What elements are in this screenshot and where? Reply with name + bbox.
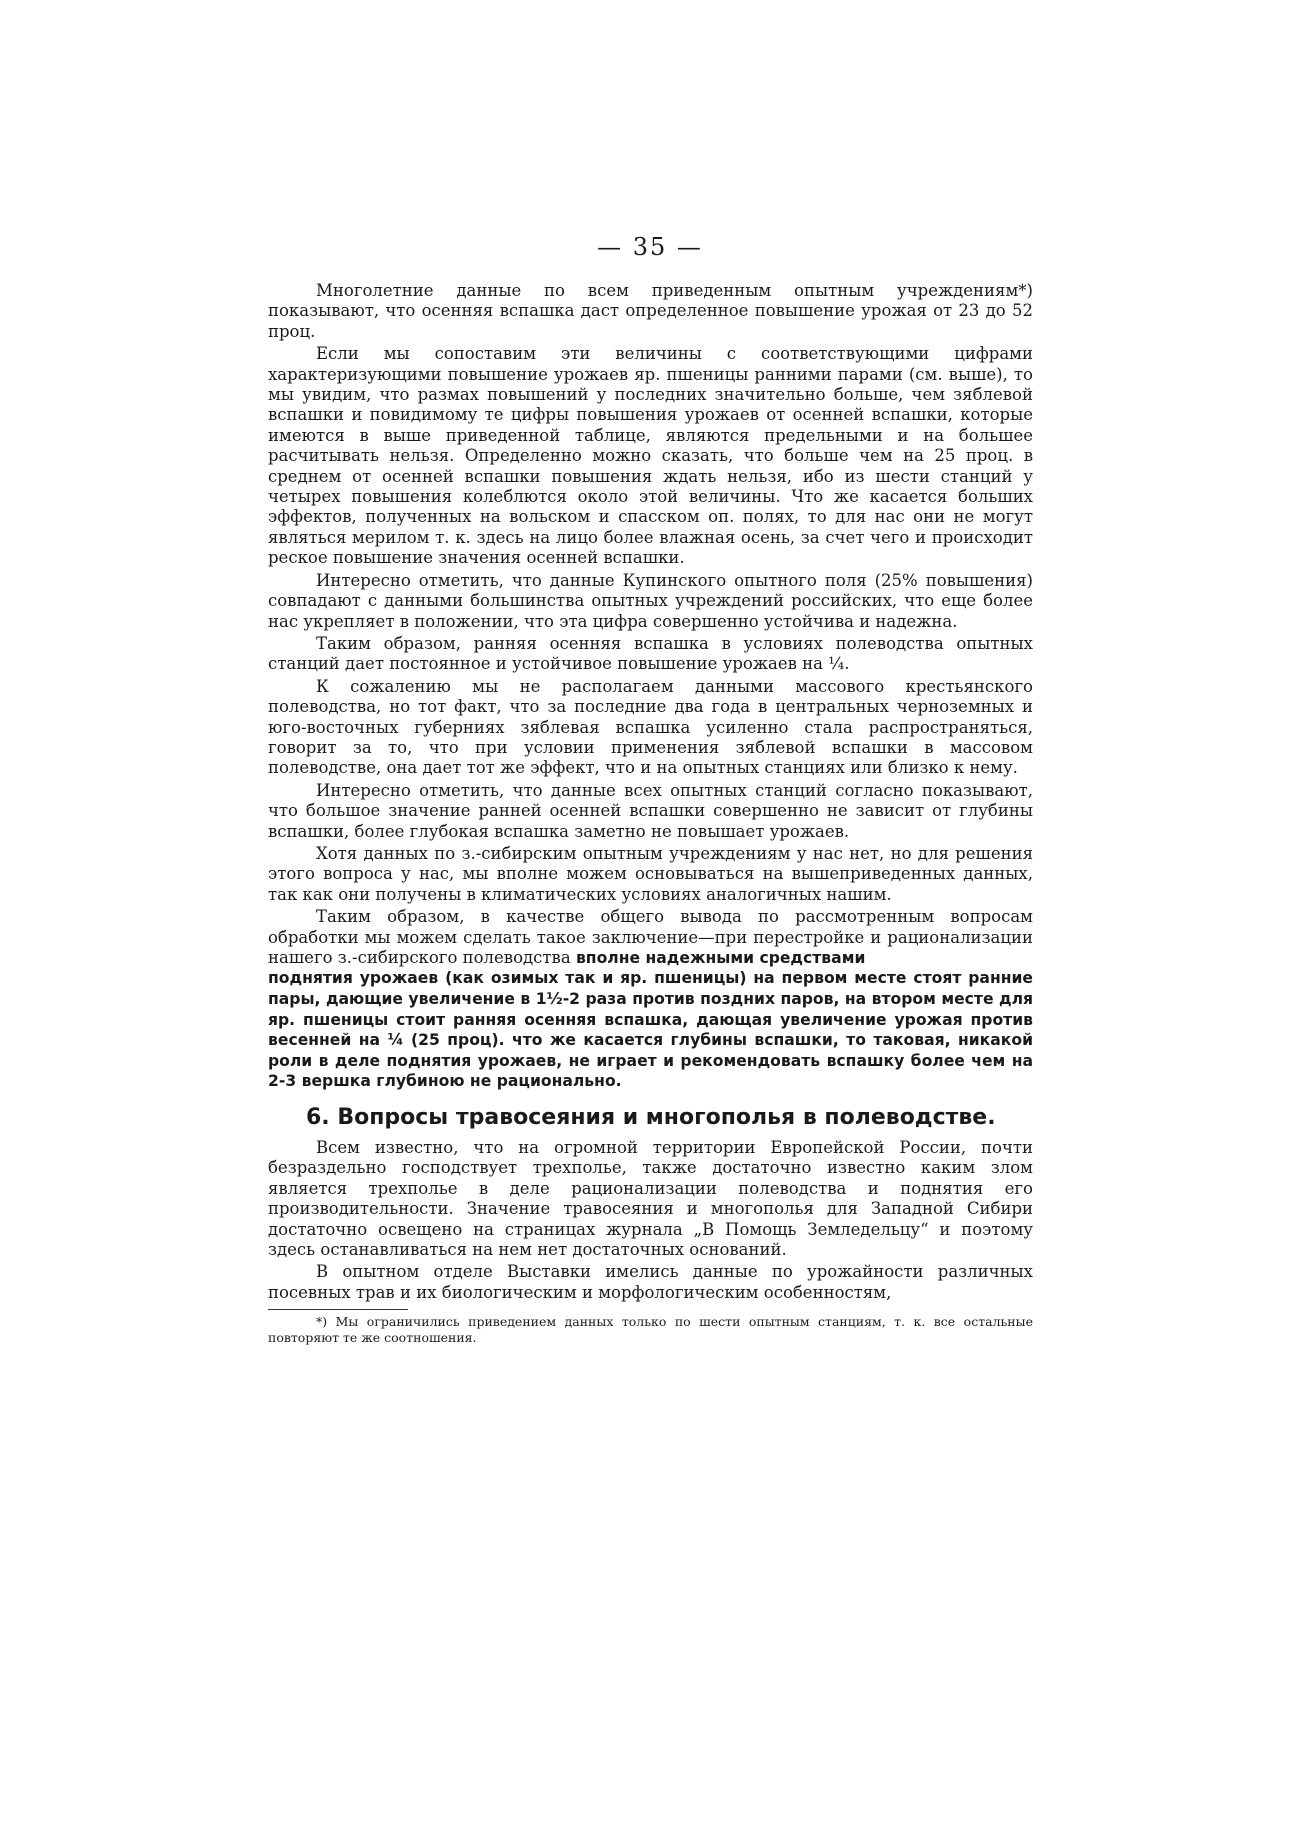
conclusion-plain-text: Таким образом, в качестве общего вывода по рассмотренным вопросам обработки мы можем сделать такое заключение—при перестройке и рационализации нашего з.-сибирского полеводства	[268, 907, 1033, 967]
conclusion-bold-start: вполне надежными средствами	[575, 949, 866, 967]
paragraph: Таким образом, ранняя осенняя вспашка в условиях полеводства опытных станций дает постоянное и устойчивое повышение урожаев на ¼.	[268, 633, 1033, 674]
paragraph: Хотя данных по з.-сибирским опытным учреждениям у нас нет, но для решения этого вопроса у нас, мы вполне можем основываться на вышеприведенных данных, так как они получены в климатических условиях аналогичных нашим.	[268, 843, 1033, 904]
conclusion-bold-text: поднятия урожаев (как озимых так и яр. пшеницы) на первом месте стоят ранние пары, дающие увеличение в 1½-2 раза против поздних паров, на втором месте для яр. пшеницы стоит ранняя осенняя вспашка, дающая увеличение урожая против весенней на ¼ (25 проц). что же касается глубины вспашки, то таковая, никакой роли в деле поднятия урожаев, не играет и рекомендовать вспашку более чем на 2-3 вершка глубиною не рационально.	[268, 969, 1033, 1091]
paragraph: В опытном отделе Выставки имелись данные по урожайности различных посевных трав и их биологическим и морфологическим особенностям,	[268, 1262, 1033, 1302]
paragraph: Если мы сопоставим эти величины с соответствующими цифрами характеризующими повышение урожаев яр. пшеницы ранними парами (см. выше), то мы увидим, что размах повышений у последних значительно больше, чем зяблевой вспашки и повидимому те цифры повышения урожаев от осенней вспашки, которые имеются в выше приведенной таблице, являются предельными и на большее расчитывать нельзя. Определенно можно сказать, что больше чем на 25 проц. в среднем от осенней вспашки повышения ждать нельзя, ибо из шести станций у четырех повышения колеблются около этой величины. Что же касается больших эффектов, полученных на вольском и спасском оп. полях, то для нас они не могут являться мерилом т. к. здесь на лицо более влажная осень, за счет чего и происходит реское повышение значения осенней вспашки.	[268, 344, 1033, 568]
page-body	[268, 281, 1033, 1346]
paragraph: Многолетние данные по всем приведенным опытным учреждениям*) показывают, что осенняя вспашка даст определенное повышение урожая от 23 до 52 проц.	[268, 281, 1033, 341]
section-heading: 6. Вопросы травосеяния и многополья в полеводстве.	[306, 1104, 996, 1130]
paragraph: Всем известно, что на огромной территории Европейской России, почти безраздельно господствует трехполье, также достаточно известно каким злом является трехполье в деле рационализации полеводства и поднятия его производительности. Значение травосеяния и многополья для Западной Сибири достаточно освещено на страницах журнала „В Помощь Земледельцу“ и поэтому здесь останавливаться на нем нет достаточных оснований.	[268, 1137, 1033, 1259]
footnote-divider	[268, 1309, 408, 1310]
paragraph: К сожалению мы не располагаем данными массового крестьянского полеводства, но тот факт, что за последние два года в центральных черноземных и юго-восточных губерниях зяблевая вспашка усиленно стала распространяться, говорит за то, что при условии применения зяблевой вспашки в массовом полеводстве, она дает тот же эффект, что и на опытных станциях или близко к нему.	[268, 676, 1033, 778]
paragraph: Интересно отметить, что данные всех опытных станций согласно показывают, что большое значение ранней осенней вспашки совершенно не зависит от глубины вспашки, более глубокая вспашка заметно не повышает урожаев.	[268, 780, 1033, 841]
page-number: — 35 —	[597, 233, 703, 261]
paragraph: Интересно отметить, что данные Купинского опытного поля (25% повышения) совпадают с данными большинства опытных учреждений российских, что еще более нас укрепляет в положении, что эта цифра совершенно устойчива и надежна.	[268, 570, 1033, 631]
conclusion-paragraph	[268, 907, 1033, 968]
footnote: *) Мы ограничились приведением данных только по шести опытным станциям, т. к. все остальные повторяют те же соотношения.	[268, 1314, 1033, 1346]
